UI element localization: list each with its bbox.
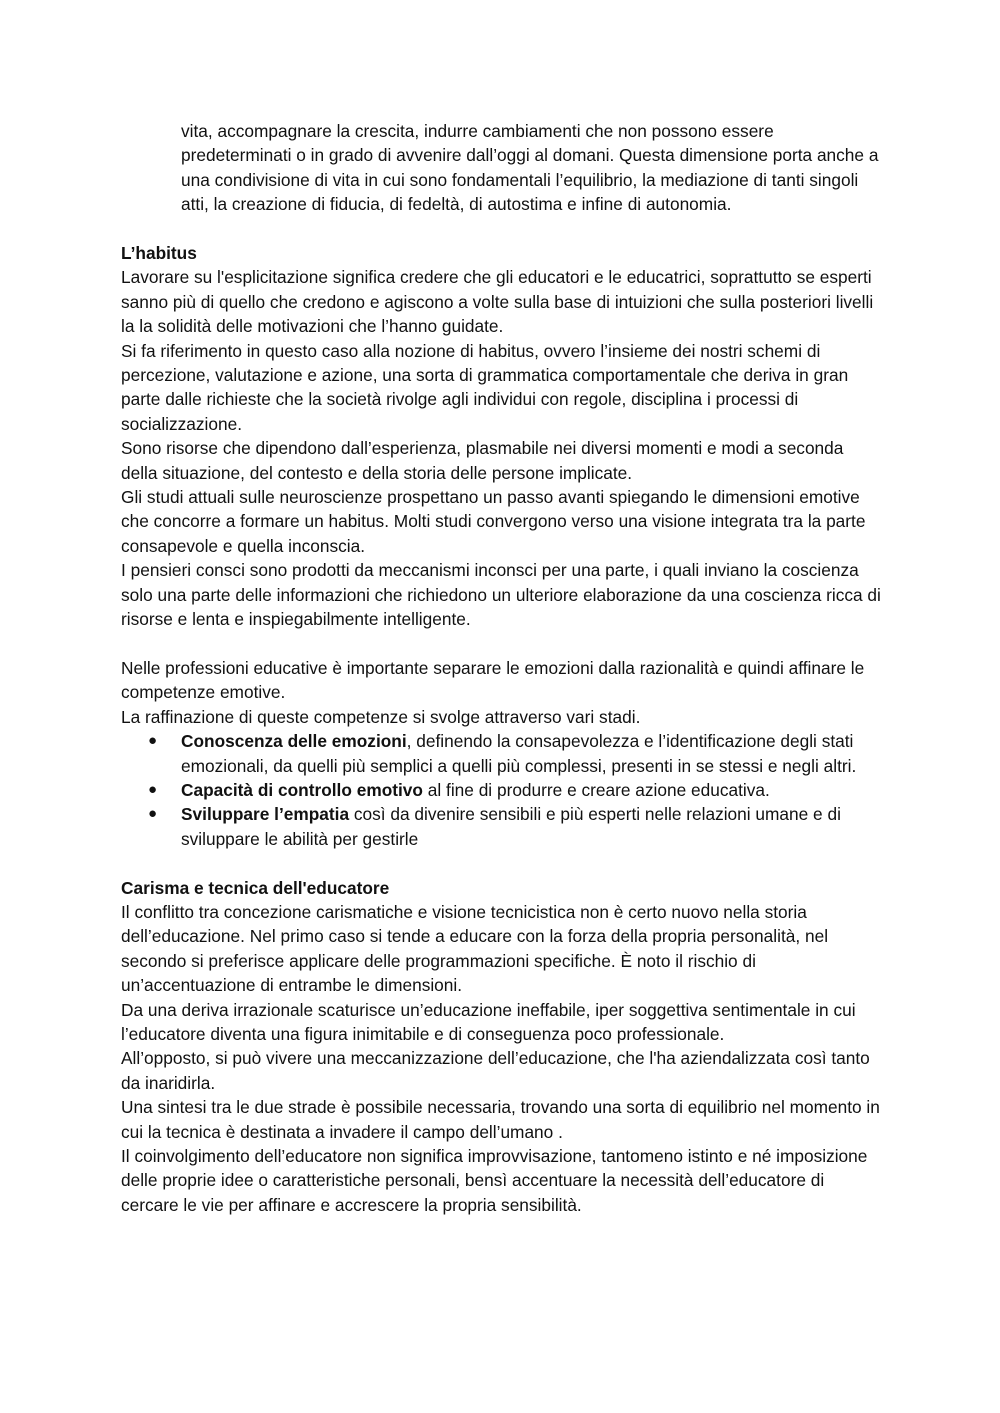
- bullet-bold-term: Capacità di controllo emotivo: [181, 779, 423, 800]
- emotions-paragraph: La raffinazione di queste competenze si svolge attraverso vari stadi.: [121, 706, 641, 727]
- carisma-paragraph: All’opposto, si può vivere una meccanizzazione dell’educazione, che l'ha aziendalizzata così tanto da inaridirla.: [121, 1048, 870, 1093]
- habitus-paragraph: Sono risorse che dipendono dall’esperienza, plasmabile nei diversi momenti e modi a seconda della situazione, del contesto e della storia delle persone implicate.: [121, 438, 844, 483]
- bullet-icon: ●: [148, 732, 158, 750]
- document-page: [121, 119, 881, 1217]
- carisma-paragraph: Da una deriva irrazionale scaturisce un’educazione ineffabile, iper soggettiva sentimentale in cui l’educatore diventa una figura inimitabile e di conseguenza poco professionale.: [121, 999, 856, 1044]
- list-item: [148, 778, 881, 802]
- bullet-text: al fine di produrre e creare azione educativa.: [422, 779, 770, 800]
- list-item: [148, 802, 881, 851]
- carisma-paragraph: Una sintesi tra le due strade è possibile necessaria, trovando una sorta di equilibrio nel momento in cui la tecnica è destinata a invadere il campo dell’umano .: [121, 1097, 880, 1142]
- habitus-paragraph: I pensieri consci sono prodotti da meccanismi inconsci per una parte, i quali inviano la coscienza solo una parte delle informazioni che richiedono un ulteriore elaborazione da una coscienza ricca di risorse e lenta e inspiegabilmente intelligente.: [121, 560, 881, 630]
- habitus-paragraph: Lavorare su l'esplicitazione significa credere che gli educatori e le educatrici, soprattutto se esperti sanno più di quello che credono e agiscono a volte sulla base di intuizioni che sulla posteriori livelli la la solidità delle motivazioni che l’hanno guidate.: [121, 267, 874, 337]
- bullet-icon: ●: [148, 805, 158, 823]
- spacer: [121, 632, 881, 656]
- carisma-paragraph: Il conflitto tra concezione carismatiche e visione tecnicistica non è certo nuovo nella storia dell’educazione. Nel primo caso si tende a educare con la forza della propria personalità, nel secondo si preferisce applicare delle programmazioni specifiche. È noto il rischio di un’accentuazione di entrambe le dimensioni.: [121, 901, 829, 996]
- habitus-heading: L’habitus: [121, 243, 197, 264]
- habitus-paragraph: Si fa riferimento in questo caso alla nozione di habitus, ovvero l’insieme dei nostri schemi di percezione, valutazione e azione, una sorta di grammatica comportamentale che deriva in gran parte dalle richieste che la società rivolge agli individui con regole, disciplina i processi di socializzazione.: [121, 340, 849, 434]
- bullet-text: così da divenire sensibili e più esperti nelle relazioni umane e di sviluppare le abilità per gestirle: [181, 804, 841, 849]
- carisma-paragraph: Il coinvolgimento dell’educatore non significa improvvisazione, tantomeno istinto e né imposizione delle proprie idee o caratteristiche personali, bensì accentuare la necessità dell’educatore di cercare le vie per affinare e accrescere la propria sensibilità.: [121, 1146, 868, 1215]
- emotions-paragraph: Nelle professioni educative è importante separare le emozioni dalla razionalità e quindi affinare le competenze emotive.: [121, 657, 865, 703]
- spacer: [121, 217, 881, 241]
- bullet-text: , definendo la consapevolezza e l’identificazione degli stati emozionali, da quelli più semplici a quelli più complessi, presenti in se stessi e negli altri.: [181, 731, 857, 776]
- habitus-paragraph: Gli studi attuali sulle neuroscienze prospettano un passo avanti spiegando le dimensioni emotive che concorre a formare un habitus. Molti studi convergono verso una visione integrata tra la parte consapevole e quella inconscia.: [121, 487, 866, 556]
- bullet-bold-term: Conoscenza delle emozioni: [181, 731, 407, 752]
- emotions-bullet-list: [121, 729, 881, 851]
- carisma-heading: Carisma e tecnica dell'educatore: [121, 877, 390, 898]
- list-item: [148, 729, 881, 778]
- spacer: [121, 851, 881, 875]
- bullet-icon: ●: [148, 780, 158, 798]
- bullet-bold-term: Sviluppare l’empatia: [181, 804, 350, 825]
- intro-paragraph: vita, accompagnare la crescita, indurre cambiamenti che non possono essere predeterminati o in grado di avvenire dall’oggi al domani. Questa dimensione porta anche a una condivisione di vita in cui sono fondamentali l’equilibrio, la mediazione di tanti singoli atti, la creazione di fiducia, di fedeltà, di autostima e infine di autonomia.: [181, 121, 879, 215]
